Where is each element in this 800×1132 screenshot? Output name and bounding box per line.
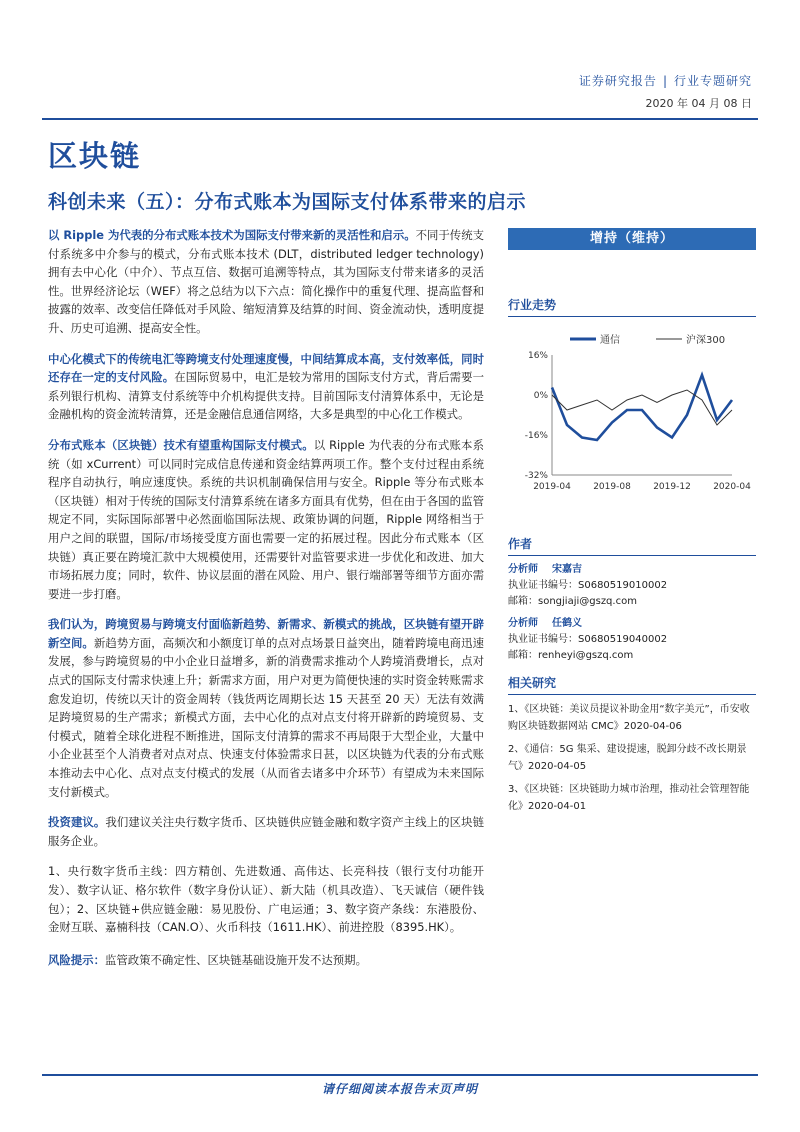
x-tick-label: 2019-12 xyxy=(653,482,691,492)
stock-list: 1、央行数字货币主线：四方精创、先进数通、高伟达、长亮科技（银行支付功能开发）、数字认证、格尔软件（数字身份认证）、新大陆（机具改造）、飞天诚信（硬件钱包）；2、区块链+供应链金融：易见股份、广电运通；3、数字资产条线：东港股份、金财互联、嘉楠科技（CAN.O）、火币科技（1611.HK）、前进控股（8395.HK）。 xyxy=(48,864,484,935)
analyst-1-name: 宋嘉吉 xyxy=(552,564,582,575)
paragraph-2 xyxy=(48,350,484,424)
paragraph-2-lead: 中心化模式下的传统电汇等跨境支付处理速度慢，中间结算成本高，支付效率低，同时还存在一定的支付风险。 xyxy=(48,351,484,385)
y-tick-label: 16% xyxy=(527,351,548,361)
analyst-1-cert-label: 执业证书编号： xyxy=(508,580,578,591)
analyst-2-name: 任鹤义 xyxy=(552,618,582,629)
series-line-hs300 xyxy=(552,390,732,425)
risk-paragraph xyxy=(48,951,484,970)
legend-label: 通信 xyxy=(600,335,620,346)
paragraph-4-body: 新趋势方面，高频次和小额度订单的点对点场景日益突出，随着跨境电商迅速发展，参与跨境贸易的中小企业日益增多，新的消费需求推动个人跨境消费增长，点对点式的国际支付需求快速上升；新需求方面，用户对更为简便快速的实时资金转账需求愈发迫切，传统以天计的资金周转（钱货两讫周期长达 15 天甚至 20 天）无法有效满足跨境贸易的生产需求；新模式方面，去中心化的点对点支付将开辟新的跨境贸易、支付模式，随着全球化进程不断推进，国际支付清算的需求不再局限于大型企业，大量中小企业甚至个人消费者对点对点、快速支付体验需求日甚，以区块链为代表的分布式账本推动去中心化、点对点支付模式的发展（从而省去诸多中介环节）有望成为未来国际支付新模式。 xyxy=(48,635,484,799)
report-type: 证券研究报告 xyxy=(578,74,657,88)
trend-heading: 行业走势 xyxy=(508,296,756,317)
trend-chart-svg xyxy=(508,325,756,515)
footer-divider xyxy=(42,1074,758,1076)
x-tick-label: 2020-04 xyxy=(713,482,751,492)
y-tick-label: -32% xyxy=(524,471,548,481)
report-title: 科创未来（五）：分布式账本为国际支付体系带来的启示 xyxy=(48,191,527,213)
series-line-tongxin xyxy=(552,375,732,440)
y-tick-label: -16% xyxy=(524,431,548,441)
analyst-2-email-label: 邮箱： xyxy=(508,650,538,661)
sector-title: 区块链 xyxy=(48,139,142,173)
paragraph-4-lead: 我们认为，跨境贸易与跨境支付面临新趋势、新需求、新模式的挑战，区块链有望开辟新空间。 xyxy=(48,617,484,650)
analyst-1-email[interactable]: songjiaji@gszq.com xyxy=(538,596,637,607)
paragraph-3-lead: 分布式账本（区块链）技术有望重构国际支付模式。 xyxy=(48,437,314,452)
paragraph-3-body: 以 Ripple 为代表的分布式账本系统（如 xCurrent）可以同时完成信息传递和资金结算两项工作。整个支付过程由系统程序自动执行，响应速度快。系统的共识机制确保信用与安全。Ripple 等分布式账本（区块链）相对于传统的国际支付清算系统在诸多方面具有优势，但在由于各国的监管规定不同，实际国际部署中必然面临国际法规、政策协调的问题，Ripple 网络相当于用户之间的联盟，国际/市场接受度方面也需要一定的拓展过程。因此分布式账本（区块链）真正要在跨境汇款中大规模使用，还需要针对监管要求进一步优化和改进、加大市场拓展力度；同时，软件、协议层面的潜在风险、用户、银行端部署等细节方面亦需要进一步打磨。 xyxy=(48,437,484,601)
authors-heading: 作者 xyxy=(508,535,756,556)
analyst-1-cert: S0680519010002 xyxy=(578,580,668,591)
analyst-2-email[interactable]: renheyi@gszq.com xyxy=(538,650,634,661)
legend-label: 沪深300 xyxy=(686,335,726,346)
report-header xyxy=(579,72,752,111)
analyst-1 xyxy=(508,562,756,610)
x-tick-label: 2019-08 xyxy=(593,482,631,492)
paragraph-2-body: 在国际贸易中，电汇是较为常用的国际支付方式，背后需要一系列银行机构、清算支付系统等中介机构提供支持。目前国际支付清算体系中，无论是金融机构的资金流转清算，还是金融信息通信网络，大多是典型的中心化工作模式。 xyxy=(48,370,484,422)
related-heading: 相关研究 xyxy=(508,674,756,695)
risk-body: 监管政策不确定性、区块链基础设施开发不达预期。 xyxy=(104,952,367,967)
paragraph-4 xyxy=(48,615,484,801)
main-body xyxy=(48,226,484,981)
analyst-2-cert-label: 执业证书编号： xyxy=(508,634,578,645)
trend-chart xyxy=(508,325,756,515)
x-tick-label: 2019-04 xyxy=(533,482,571,492)
analyst-2-cert: S0680519040002 xyxy=(578,634,668,645)
rating-badge: 增持（维持） xyxy=(508,228,756,250)
header-separator: | xyxy=(662,74,668,88)
sidebar xyxy=(508,228,756,815)
analyst-2-role: 分析师 xyxy=(508,618,538,629)
related-item-3[interactable]: 3、《区块链：区块链助力城市治理，推动社会管理智能化》2020-04-01 xyxy=(508,784,750,812)
related-item-2[interactable]: 2、《通信：5G 集采、建设提速，脱卸分歧不改长期景气》2020-04-05 xyxy=(508,744,747,772)
header-divider xyxy=(42,118,758,120)
paragraph-1-lead: 以 Ripple 为代表的分布式账本技术为国际支付带来新的灵活性和启示。 xyxy=(48,228,416,242)
report-date: 2020 年 04 月 08 日 xyxy=(645,97,752,110)
paragraph-5 xyxy=(48,813,484,850)
investment-advice-body: 我们建议关注央行数字货币、区块链供应链金融和数字资产主线上的区块链服务企业。 xyxy=(48,815,484,848)
y-tick-label: 0% xyxy=(533,391,548,401)
paragraph-1-body: 不同于传统支付系统多中介参与的模式，分布式账本技术 (DLT，distributed ledger technology)拥有去中心化（中介）、节点互信、数据可追溯等特点，其为国际支付带来诸多的灵活性。世界经济论坛（WEF）将之总结为以下六点：简化操作中的重复代理、提高监督和披露的效率、改变信任降低对手风险、缩短清算及结算的时间、资金流动快，透明度提升、历史可追溯、提高安全性。 xyxy=(48,228,484,335)
investment-advice-lead: 投资建议。 xyxy=(48,815,106,830)
analyst-1-email-label: 邮箱： xyxy=(508,596,538,607)
paragraph-3 xyxy=(48,436,484,603)
footer-disclaimer: 请仔细阅读本报告末页声明 xyxy=(321,1082,478,1096)
report-category: 行业专题研究 xyxy=(673,74,752,88)
analyst-1-role: 分析师 xyxy=(508,564,538,575)
paragraph-1 xyxy=(48,226,484,338)
risk-lead: 风险提示： xyxy=(48,952,105,967)
analyst-2 xyxy=(508,616,756,664)
related-item-1[interactable]: 1、《区块链：美议员提议补助金用“数字美元”，币安收购区块链数据网站 CMC》2020-04-06 xyxy=(508,704,750,732)
